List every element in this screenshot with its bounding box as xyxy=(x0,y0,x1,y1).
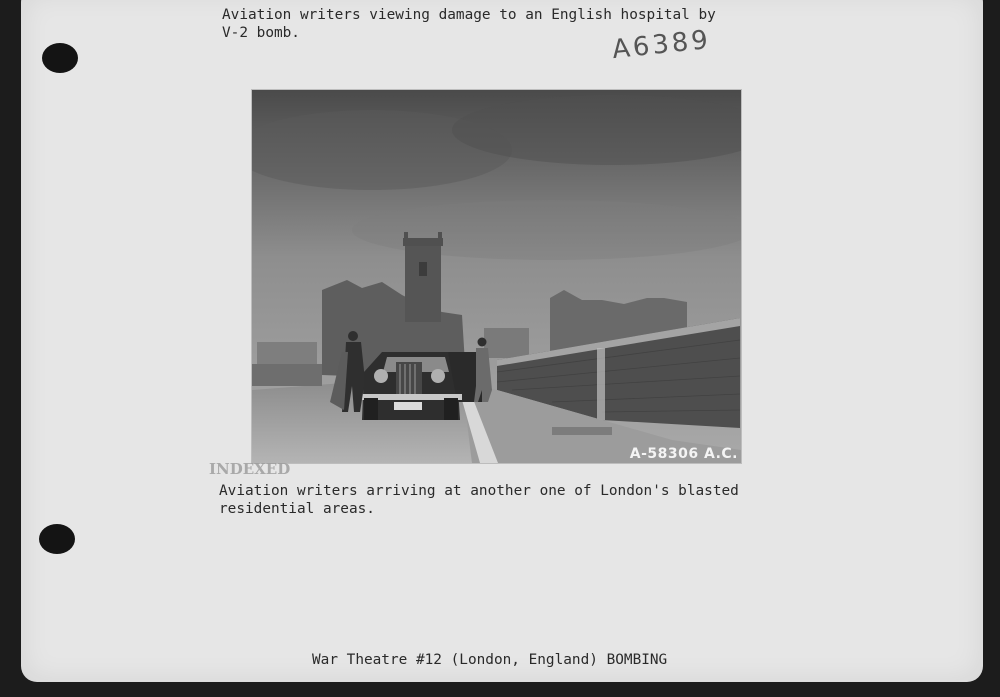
car-and-ruins-photo xyxy=(251,89,742,464)
top-caption: Aviation writers viewing damage to an English hospital by V-2 bomb. xyxy=(222,7,716,41)
handwritten-number: A6389 xyxy=(610,24,713,66)
photo-illustration xyxy=(252,90,741,463)
punch-hole-top xyxy=(42,43,78,73)
indexed-stamp: INDEXED xyxy=(209,460,291,478)
photo-id: A-58306 A.C. xyxy=(629,446,738,462)
punch-hole-bottom xyxy=(39,524,75,554)
bottom-caption: Aviation writers arriving at another one of London's blasted residential areas. xyxy=(219,483,739,517)
footer-caption: War Theatre #12 (London, England) BOMBING xyxy=(312,652,668,668)
